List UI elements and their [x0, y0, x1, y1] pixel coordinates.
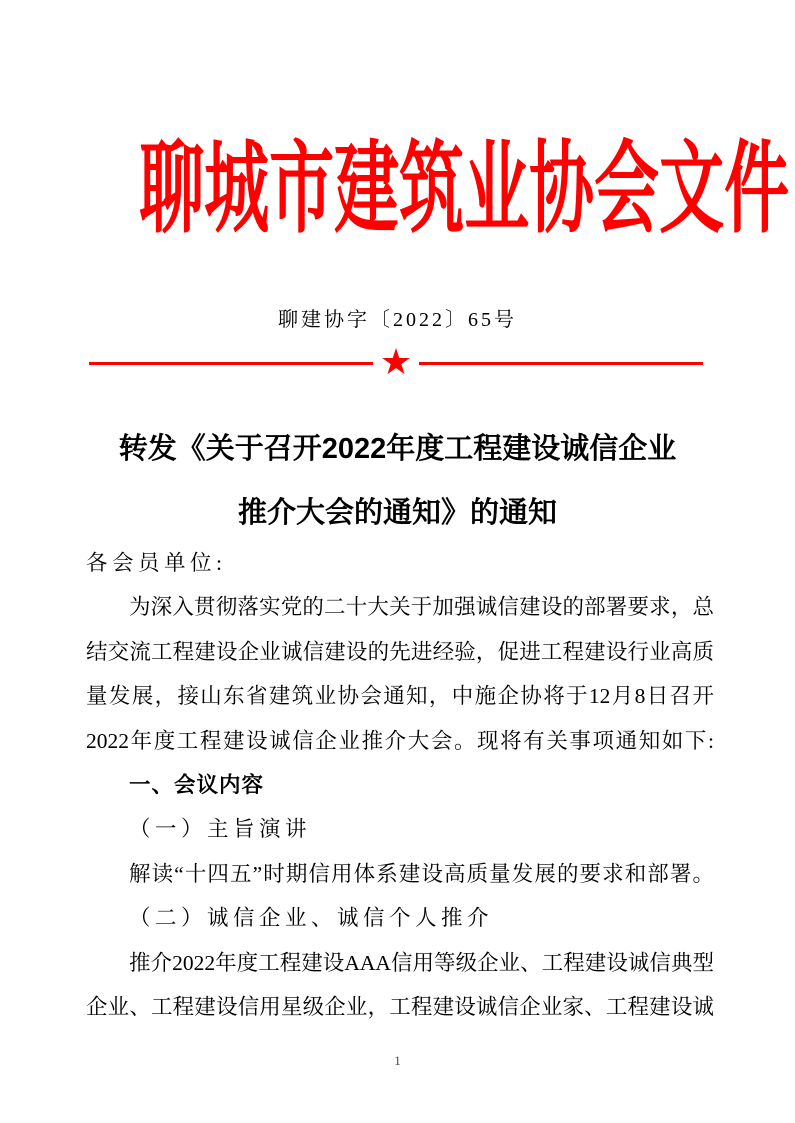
document-body [86, 541, 714, 1029]
body-line: 各会员单位: [86, 551, 227, 575]
star-icon: ★ [379, 342, 413, 383]
document-title-line-1: 转发《关于召开2022年度工程建设诚信企业 [118, 433, 677, 465]
divider-rule-right [419, 362, 703, 365]
divider-rule-left [89, 362, 373, 365]
page-number: 1 [394, 1053, 401, 1068]
document-title-line-2: 推介大会的通知》的通知 [237, 497, 557, 529]
body-line: 量发展，接山东省建筑业协会通知，中施企协将于12月8日召开 [86, 684, 714, 709]
body-line: 2022年度工程建设诚信企业推介大会。现将有关事项通知如下: [86, 728, 714, 753]
body-line: 为深入贯彻落实党的二十大关于加强诚信建设的部署要求，总 [129, 595, 714, 620]
body-line: 结交流工程建设企业诚信建设的先进经验，促进工程建设行业高质 [86, 639, 714, 664]
body-line: 企业、工程建设信用星级企业，工程建设诚信企业家、工程建设诚 [86, 995, 714, 1020]
body-line: （二）诚信企业、诚信个人推介 [129, 906, 494, 931]
red-divider [89, 342, 703, 383]
body-line: 解读“十四五”时期信用体系建设高质量发展的要求和部署。 [129, 861, 714, 886]
body-line: （一）主旨演讲 [129, 817, 312, 842]
body-line: 一、会议内容 [129, 773, 265, 798]
org-banner-title: 聊城市建筑业协会文件 [139, 134, 790, 245]
document-title [0, 417, 795, 545]
body-line: 推介2022年度工程建设AAA信用等级企业、工程建设诚信典型 [129, 950, 714, 975]
doc-reference-number: 聊建协字〔2022〕65号 [278, 309, 517, 331]
